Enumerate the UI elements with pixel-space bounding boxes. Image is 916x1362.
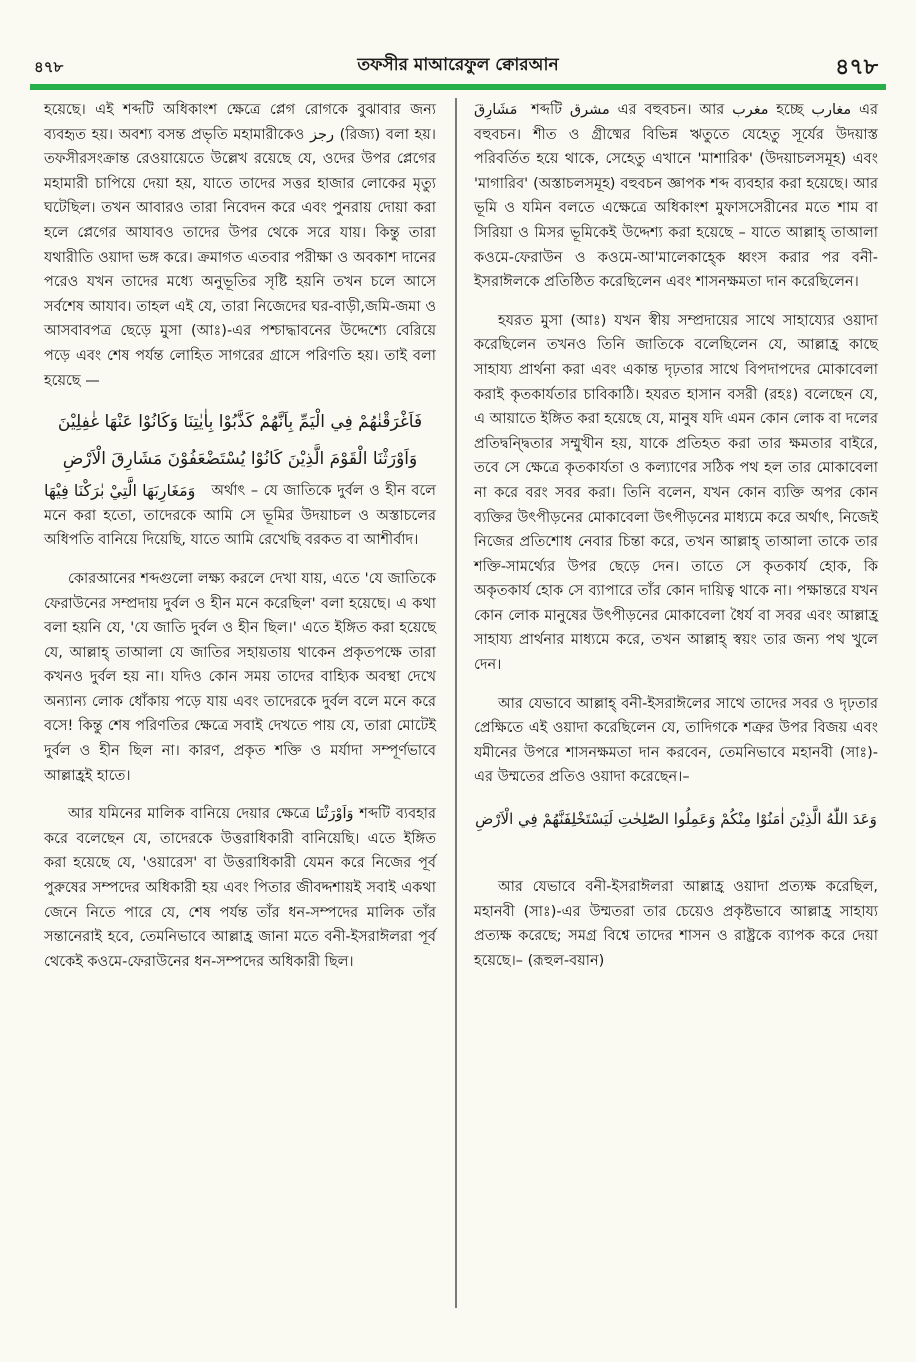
left-paragraph-4 <box>44 802 436 974</box>
right-arabic-verse: وَعَدَ اللّٰهُ الَّذِيْنَ اٰمَنُوْا مِنْكُمْ وَعَمِلُوا الصّٰلِحٰتِ لَيَسْتَخْلِفَنَّهُمْ فِي الْاَرْضِ <box>475 810 877 829</box>
page-title: তফসীর মাআরেফুল ক্বোরআন <box>357 55 559 75</box>
left-column <box>44 98 436 988</box>
left-arabic-verse-2: وَاَوْرَثْنَا الْقَوْمَ الَّذِيْنَ كَانُوْا يُسْتَضْعَفُوْنَ مَشَارِقَ الْاَرْضِ <box>62 449 418 470</box>
left-arabic-verse-1: فَاَغْرَقْنٰهُمْ فِي الْيَمِّ بِاَنَّهُمْ كَذَّبُوْا بِاٰيٰتِنَا وَكَانُوْا عَنْهَا غٰفِلِيْنَ <box>57 412 423 433</box>
column-divider <box>455 98 457 1308</box>
left-paragraph-2 <box>44 479 436 553</box>
left-p4-part-a: আর যমিনের মালিক বানিয়ে দেয়ার ক্ষেত্রে <box>68 806 310 823</box>
right-paragraph-4: আর যেভাবে বনী-ইসরাঈলরা আল্লাহ্র ওয়াদা প্রত্যক্ষ করেছিল, মহানবী (সাঃ)-এর উম্মতরা তার চেয়েও প্রকৃষ্টভাবে আল্লাহ্র সাহায্য প্রত্যক্ষ করেছে; সমগ্র বিশ্বে তাদের শাসন ও রাষ্ট্রকে ব্যাপক করে দেয়া হয়েছে।– (রূহুল-বয়ান) <box>474 879 878 969</box>
page-header <box>30 48 886 82</box>
page-number-left: ৪৭৮ <box>34 58 64 76</box>
right-paragraph-1 <box>474 98 878 295</box>
page-number-right: ৪৭৮ <box>835 55 878 80</box>
right-paragraph-3: আর যেভাবে আল্লাহ্ বনী-ইসরাঈলের সাথে তাদের সবর ও দৃঢ়তার প্রেক্ষিতে এই ওয়াদা করেছিলেন যে, তাদিগকে শত্রুর উপর বিজয় এবং যমীনের উপরে শাসনক্ষমতা দান করবেন, তেমনিভাবে মহানবী (সাঃ)-এর উম্মতের প্রতিও ওয়াদা করেছেন।– <box>474 695 878 786</box>
header-rule <box>30 84 886 90</box>
right-p1-arabic: مَشَارِقَ <box>474 102 518 118</box>
right-column <box>474 98 878 987</box>
left-paragraph-1: হয়েছে। এই শব্দটি অধিকাংশ ক্ষেত্রে প্লেগ রোগকে বুঝাবার জন্য ব্যবহৃত হয়। অবশ্য বসন্ত প্রভৃতি মহামারীকেও رجز (রিজ্য) বলা হয়। তফসীরসংক্রান্ত রেওয়ায়েতে উল্লেখ রয়েছে যে, ওদের উপর প্লেগের মহামারী চাপিয়ে দেয়া হয়, যাতে তাদের সত্তর হাজার লোকের মৃত্যু ঘটেছিল। তখন আবারও তারা নিবেদন করে এবং পুনরায় দোয়া করা হলে প্লেগের আযাবও তাদের উপর থেকে সরে যায়। কিন্তু তারা যথারীতি ওয়াদা ভঙ্গ করে। ক্রমাগত এতবার পরীক্ষা ও অবকাশ দানের পরেও যখন তাদের মধ্যে অনুভূতির সৃষ্টি হয়নি তখন চলে আসে সর্বশেষ আযাব। তাহল এই যে, তারা নিজেদের ঘর-বাড়ী,জমি-জমা ও আসবাবপত্র ছেড়ে মুসা (আঃ)-এর পশ্চাদ্ধাবনের উদ্দেশ্যে বেরিয়ে পড়ে এবং শেষ পর্যন্ত লোহিত সাগরের গ্রাসে পরিণতি হয়। তাই বলা হয়েছে — <box>44 102 436 389</box>
left-p4-arabic: وَاَوْرَثْنَا <box>315 806 354 823</box>
right-p1-text: শব্দটি مشرق এর বহুবচন। আর مغرب হচ্ছে مغارب এর বহুবচন। শীত ও গ্রীষ্মের বিভিন্ন ঋতুতে যেহেতু সূর্যের উদয়াস্ত পরিবর্তিত হয়ে থাকে, সেহেতু এখানে 'মাশারিক' (উদয়াচলসমূহ) এবং 'মাগারিব' (অস্তাচলসমূহ) বহুবচন জ্ঞাপক শব্দ ব্যবহার করা হয়েছে। আর ভূমি ও যমিন বলতে এক্ষেত্রে অধিকাংশ মুফাসসেরীনের মতে শাম বা সিরিয়া ও মিসর ভূমিকেই উদ্দেশ্য করা হয়েছে – যাতে আল্লাহ্ তাআলা কওমে-ফেরাউন ও কওমে-আ'মালেকাহ্কে ধ্বংস করার পর বনী-ইসরাঈলকে প্রতিষ্ঠিত করেছিলেন এবং শাসনক্ষমতা দান করেছিলেন। <box>474 102 878 291</box>
left-paragraph-3: কোরআনের শব্দগুলো লক্ষ্য করলে দেখা যায়, এতে 'যে জাতিকে ফেরাউনের সম্প্রদায় দুর্বল ও হীন মনে করেছিল' বলা হয়েছে। এ কথা বলা হয়নি যে, 'যে জাতি দুর্বল ও হীন ছিল।' এতে ইঙ্গিত করা হয়েছে যে, আল্লাহ্ তাআলা যে জাতির সহায়তায় থাকেন প্রকৃতপক্ষে তারা কখনও দুর্বল হয় না। যদিও কোন সময় তাদের বাহ্যিক অবস্থা দেখে অন্যান্য লোক ধোঁকায় পড়ে যায় এবং তাদেরকে দুর্বল বলে মনে করে বসে! কিন্তু শেষ পরিণতির ক্ষেত্রে সবাই দেখতে পায় যে, তারা মোটেই দুর্বল ও হীন ছিল না। কারণ, প্রকৃত শক্তি ও মর্যাদা সম্পূর্ণভাবে আল্লাহ্রই হাতে। <box>44 570 436 784</box>
left-p4-part-b: শব্দটি ব্যবহার করে বলেছেন যে, তাদেরকে উত্তরাধিকারী বানিয়েছি। এতে ইঙ্গিত করা হয়েছে যে, 'ওয়ারেস' বা উত্তরাধিকারী যেমন করে নিজের পূর্ব পুরুষের সম্পদের অধিকারী হয় এবং পিতার জীবদ্দশায়ই সবাই একথা জেনে নিতে পারে যে, শেষ পর্যন্ত তাঁর ধন-সম্পদের মালিক তাঁর সন্তানেরাই হবে, তেমনিভাবে আল্লাহ্র জানা মতে বনী-ইসরাঈলরা পূর্ব থেকেই কওমে-ফেরাউনের ধন-সম্পদের অধিকারী ছিল। <box>44 806 436 970</box>
left-translation: অর্থাৎ – যে জাতিকে দুর্বল ও হীন বলে মনে করা হতো, তাদেরকে আমি সে ভূমির উদয়াচল ও অস্তাচলের অধিপতি বানিয়ে দিয়েছি, যাতে আমি রেখেছি বরকত বা আশীর্বাদ। <box>44 483 436 549</box>
left-arabic-verse-3: وَمَغَارِبَهَا الَّتِيْ بٰرَكْنَا فِيْهَا <box>44 481 196 501</box>
right-paragraph-2: হযরত মুসা (আঃ) যখন স্বীয় সম্প্রদায়ের সাথে সাহায্যের ওয়াদা করেছিলেন তখনও তিনি জাতিকে বলেছিলেন যে, আল্লাহ্র কাছে সাহায্য প্রার্থনা করা এবং একান্ত দৃঢ়তার সাথে বিপদাপদের মোকাবেলা করাই কৃতকার্যতার চাবিকাঠি। হযরত হাসান বসরী (রহঃ) বলেছেন যে, এ আয়াতে ইঙ্গিত করা হয়েছে যে, মানুষ যদি এমন কোন লোক বা দলের প্রতিদ্বন্দ্বিতার সম্মুখীন হয়, যাকে প্রতিহত করা তার ক্ষমতার বাইরে, তবে সে ক্ষেত্রে কৃতকার্যতা ও কল্যাণের সঠিক পথ হল তার মোকাবেলা না করে বরং সবর করা। তিনি বলেন, যখন কোন ব্যক্তি অপর কোন ব্যক্তির উৎপীড়নের মোকাবেলা উৎপীড়নের মাধ্যমে করে অর্থাৎ, নিজেই নিজের প্রতিশোধ নেবার চিন্তা করে, তখন আল্লাহ্ তাআলা তাকে তার শক্তি-সামর্থ্যের উপর ছেড়ে দেন। তাতে সে কৃতকার্য হোক, কি অকৃতকার্য হোক সে ব্যাপারে তাঁর কোন দায়িত্ব থাকে না। পক্ষান্তরে যখন কোন লোক মানুষের উৎপীড়নের মোকাবেলা ধৈর্য বা সবর এবং আল্লাহ্র সাহায্য প্রার্থনার মাধ্যমে করে, তখন আল্লাহ্ স্বয়ং তার জন্য পথ খুলে দেন। <box>474 312 878 674</box>
